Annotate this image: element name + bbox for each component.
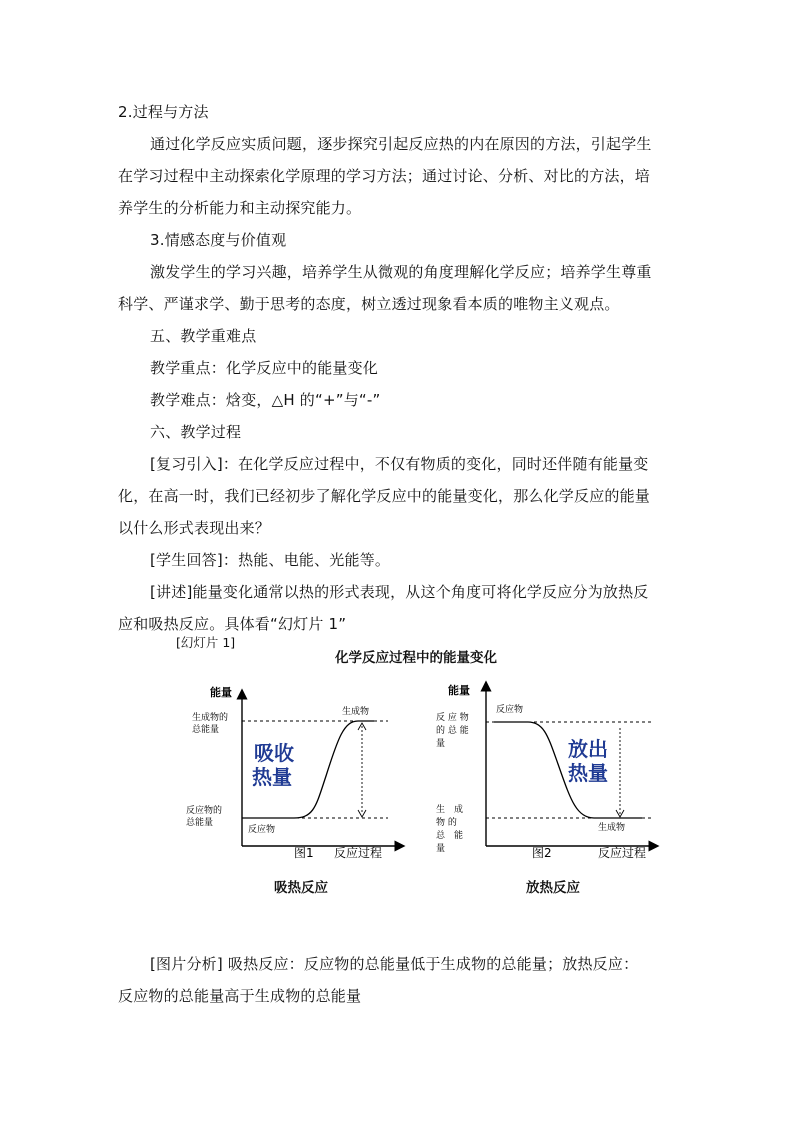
reactant-level-label-3: 量 (436, 739, 446, 749)
x-axis-label: 反应过程 (598, 846, 647, 860)
paragraph-line: 通过化学反应实质问题，逐步探究引起反应热的内在原因的方法，引起学生 (150, 135, 652, 153)
figure-number: 图2 (532, 846, 552, 860)
paragraph-line: 科学、严谨求学、勤于思考的态度，树立透过现象看本质的唯物主义观点。 (118, 295, 620, 313)
product-level-label-2: 总能量 (192, 725, 220, 735)
y-axis-label: 能量 (210, 686, 232, 699)
exothermic-caption: 放热反应 (526, 880, 580, 896)
reactant-level-label-2: 总能量 (186, 818, 214, 828)
absorb-heat-text-1: 吸收 (254, 741, 294, 765)
product-level-label-2: 物 的 (436, 818, 457, 828)
heading-emotion-values: 3.情感态度与价值观 (150, 231, 287, 249)
figure-title: 化学反应过程中的能量变化 (335, 650, 497, 666)
heading-teaching-process: 六、教学过程 (150, 423, 242, 441)
heading-key-difficult: 五、教学重难点 (150, 327, 257, 345)
paragraph-line: [讲述]能量变化通常以热的形式表现，从这个角度可将化学反应分为放热反 (150, 583, 649, 601)
product-level-label-3: 总 能 (436, 831, 464, 841)
y-axis-label: 能量 (448, 684, 470, 697)
paragraph-line: 在学习过程中主动探索化学原理的学习方法；通过讨论、分析、对比的方法，培 (118, 167, 651, 185)
figure-number: 图1 (294, 846, 314, 860)
product-level-label: 生成物的 (192, 713, 229, 723)
reactant-level-label: 反应物的 (186, 806, 223, 816)
product-level-label: 生 成 (436, 805, 464, 815)
slide-label: [幻灯片 1] (176, 635, 236, 650)
product-level-label-4: 量 (436, 844, 446, 854)
absorb-heat-text-2: 热量 (252, 765, 292, 789)
analysis-line: [图片分析] 吸热反应：反应物的总能量低于生成物的总能量；放热反应： (150, 955, 639, 973)
release-heat-text-1: 放出 (568, 737, 608, 761)
reactant-level-label-2: 的 总 能 (436, 726, 469, 736)
student-answer: [学生回答]：热能、电能、光能等。 (150, 551, 391, 569)
key-point: 教学重点：化学反应中的能量变化 (150, 359, 379, 377)
release-heat-text-2: 热量 (568, 761, 608, 785)
product-label: 生成物 (342, 707, 370, 717)
paragraph-line: 以什么形式表现出来？ (118, 519, 271, 537)
paragraph-line: [复习引入]：在化学反应过程中，不仅有物质的变化，同时还伴随有能量变 (150, 455, 649, 473)
exothermic-diagram (432, 676, 662, 864)
heading-process-method: 2.过程与方法 (118, 103, 209, 121)
difficult-point: 教学难点：焓变，△H 的“+”与“-” (150, 391, 381, 409)
endothermic-diagram (176, 676, 406, 864)
analysis-line: 反应物的总能量高于生成物的总能量 (118, 987, 362, 1005)
product-label: 生成物 (598, 823, 626, 833)
reactant-label: 反应物 (496, 705, 524, 715)
paragraph-line: 养学生的分析能力和主动探究能力。 (118, 199, 362, 217)
paragraph-line: 化，在高一时，我们已经初步了解化学反应中的能量变化，那么化学反应的能量 (118, 487, 651, 505)
reactant-label: 反应物 (248, 825, 276, 835)
reactant-level-label: 反 应 物 (436, 713, 469, 723)
paragraph-line: 激发学生的学习兴趣，培养学生从微观的角度理解化学反应；培养学生尊重 (150, 263, 652, 281)
paragraph-line: 应和吸热反应。具体看“幻灯片 1” (118, 615, 347, 633)
x-axis-label: 反应过程 (334, 846, 383, 860)
endothermic-caption: 吸热反应 (274, 880, 328, 896)
